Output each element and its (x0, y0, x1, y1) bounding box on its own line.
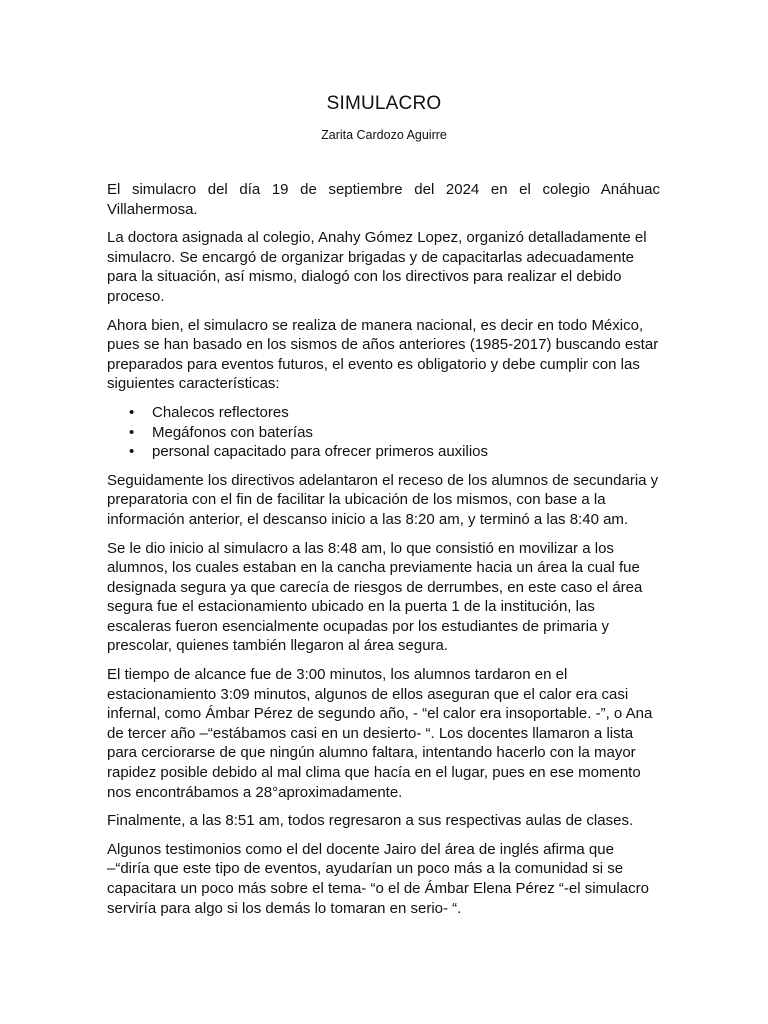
list-item (107, 403, 660, 423)
bullet-icon: • (129, 443, 135, 461)
paragraph-body-1: Seguidamente los directivos adelantaron el receso de los alumnos de secundaria y preparatoria con el fin de facilitar la ubicación de los mismos, con base a la información anterior, el descanso inicio a las 8:20 am, y terminó a las 8:40 am. (107, 471, 659, 528)
paragraph-body-2: Se le dio inicio al simulacro a las 8:48 am, lo que consistió en movilizar a los alumnos, los cuales estaban en la cancha previamente hacia un área la cual fue designada segura ya que carecía de riesgos de derrumbes, en este caso el área segura fue el estacionamiento ubicado en la puerta 1 de la institución, las escaleras fueron esencialmente ocupadas por los estudiantes de primaria y prescolar, quienes también llegaron al área segura. (107, 539, 643, 655)
paragraph-intro-3: Ahora bien, el simulacro se realiza de manera nacional, es decir en todo México, pues se han basado en los sismos de años anteriores (1985-2017) buscando estar preparados para eventos futuros, el evento es obligatorio y debe cumplir con las siguientes características: (107, 316, 659, 393)
document-author: Zarita Cardozo Aguirre (321, 128, 447, 142)
list-item (107, 442, 660, 462)
bullet-icon: • (129, 403, 135, 421)
paragraph-body-3: El tiempo de alcance fue de 3:00 minutos, los alumnos tardaron en el estacionamiento 3:09 minutos, algunos de ellos aseguran que el calor era casi infernal, como Ámbar Pérez de segundo año, - “el calor era insoportable. -”, o Ana de tercer año –“estábamos casi en un desierto- “. Los docentes llamaron a lista para cerciorarse de que ningún alumno faltara, intentando hacerlo con la mayor rapidez posible debido al mal clima que hacía en el lugar, pues en ese momento nos encontrábamos a 28°aproximadamente. (107, 666, 653, 801)
list-item (107, 423, 660, 443)
list-item-text: personal capacitado para ofrecer primeros auxilios (152, 443, 489, 461)
paragraph-body-5: Algunos testimonios como el del docente Jairo del área de inglés afirma que –“diría que este tipo de eventos, ayudarían un poco más a la comunidad si se capacitara un poco más sobre el tema- “o el de Ámbar Elena Pérez “-el simulacro serviría para algo si los demás lo tomaran en serio- “. (107, 840, 649, 917)
list-item-text: Megáfonos con baterías (152, 423, 313, 441)
paragraph-body-4: Finalmente, a las 8:51 am, todos regresaron a sus respectivas aulas de clases. (107, 812, 634, 830)
characteristics-list (107, 403, 660, 462)
document-body (107, 180, 660, 927)
document-title: SIMULACRO (326, 93, 442, 114)
paragraph-intro-2: La doctora asignada al colegio, Anahy Gómez Lopez, organizó detalladamente el simulacro. Se encargó de organizar brigadas y de capacitarlas adecuadamente para la situación, así mismo, dialogó con los directivos para realizar el debido proceso. (107, 229, 647, 305)
paragraph-intro-1: El simulacro del día 19 de septiembre del 2024 en el colegio Anáhuac Villahermosa. (107, 181, 660, 218)
bullet-icon: • (129, 423, 135, 441)
list-item-text: Chalecos reflectores (152, 403, 289, 421)
